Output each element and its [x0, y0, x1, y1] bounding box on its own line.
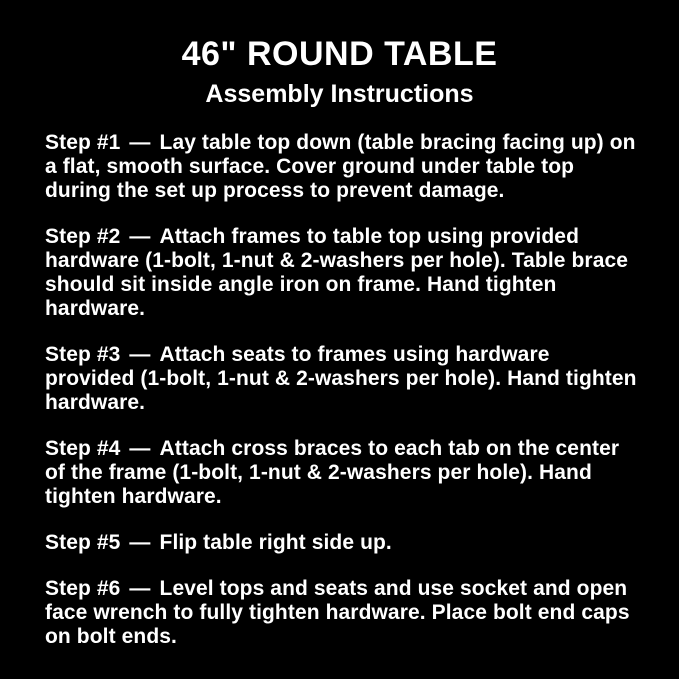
step-3-dash: —	[129, 343, 151, 367]
step-6-dash: —	[129, 577, 151, 601]
header	[0, 0, 679, 109]
step-5-label: Step #5	[45, 531, 121, 555]
step-3-label: Step #3	[45, 343, 121, 367]
step-4-dash: —	[129, 437, 151, 461]
step-2-text: Attach frames to table top using provided hardware (1-bolt, 1-nut & 2-washers per hole). Table brace should sit inside angle iron on frame. Hand tighten hardware.	[45, 225, 629, 321]
step-3	[45, 343, 637, 415]
step-2-label: Step #2	[45, 225, 121, 249]
step-4-label: Step #4	[45, 437, 121, 461]
step-1-text: Lay table top down (table bracing facing up) on a flat, smooth surface. Cover ground under table top during the set up process to prevent damage.	[45, 131, 636, 203]
step-4	[45, 437, 637, 509]
step-6-text: Level tops and seats and use socket and open face wrench to fully tighten hardware. Place bolt end caps on bolt ends.	[45, 577, 630, 649]
step-5-dash: —	[129, 531, 151, 555]
step-4-text: Attach cross braces to each tab on the center of the frame (1-bolt, 1-nut & 2-washers per hole). Hand tighten hardware.	[45, 437, 620, 509]
step-3-text: Attach seats to frames using hardware provided (1-bolt, 1-nut & 2-washers per hole). Hand tighten hardware.	[45, 343, 637, 415]
steps-list	[45, 131, 637, 649]
step-2-dash: —	[129, 225, 151, 249]
step-2	[45, 225, 637, 321]
step-1-label: Step #1	[45, 131, 121, 155]
step-6-label: Step #6	[45, 577, 121, 601]
step-1-dash: —	[129, 131, 151, 155]
page-title: 46" ROUND TABLE	[181, 35, 498, 73]
step-5-text: Flip table right side up.	[159, 531, 392, 555]
step-1	[45, 131, 637, 203]
page-subtitle: Assembly Instructions	[205, 80, 474, 109]
step-5	[45, 531, 637, 555]
step-6	[45, 577, 637, 649]
